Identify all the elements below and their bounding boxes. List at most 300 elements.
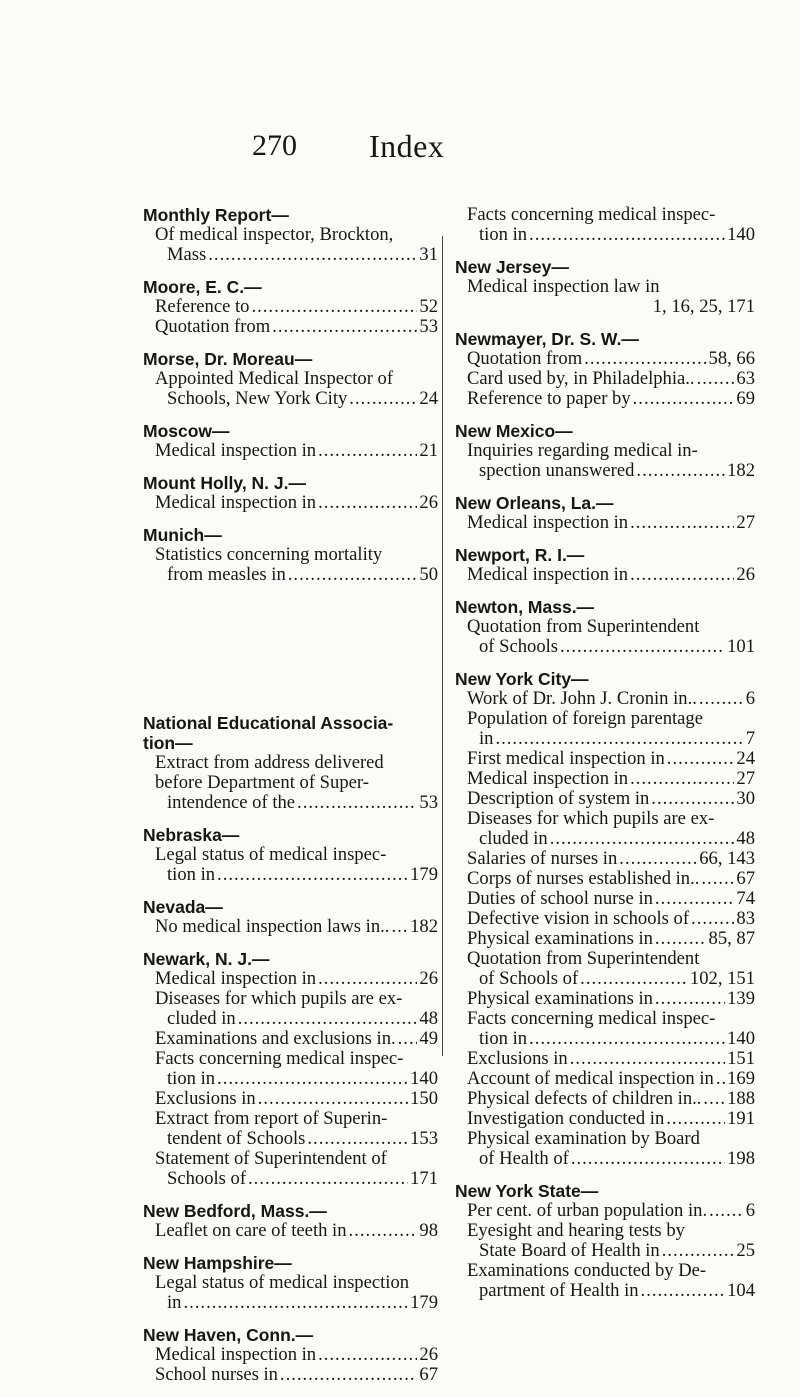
subentry-label: Duties of school nurse in	[467, 888, 653, 909]
entry-heading: New Bedford, Mass.—	[143, 1201, 327, 1221]
entry-heading: New Hampshire—	[143, 1253, 292, 1273]
subentry-reference	[467, 969, 755, 989]
subentry-reference	[155, 865, 438, 885]
page-reference: 67	[419, 1364, 438, 1385]
subentry-reference	[467, 829, 755, 849]
subentry-reference	[467, 1281, 755, 1301]
page-reference: 26	[736, 564, 755, 585]
entry-heading: New York State—	[455, 1181, 599, 1201]
page-reference: 52	[419, 296, 438, 317]
subentry	[455, 1221, 755, 1261]
entry-heading: Morse, Dr. Moreau—	[143, 349, 313, 369]
leader-dots	[703, 1089, 725, 1109]
subentry	[455, 1009, 755, 1049]
leader-dots	[709, 1201, 744, 1221]
subentry-label: of Schools	[479, 636, 559, 657]
subentry-label: School nurses in	[155, 1364, 278, 1385]
leader-dots	[655, 989, 725, 1009]
subentry-reference	[467, 769, 755, 789]
subentry-text: Inquiries regarding medical in-	[467, 440, 698, 461]
leader-dots	[667, 749, 735, 769]
subentry-reference	[467, 1049, 755, 1069]
leader-dots	[655, 929, 707, 949]
page-reference: 102, 151	[689, 968, 755, 989]
entry-heading: Newark, N. J.—	[143, 949, 270, 969]
index-entry	[455, 329, 755, 409]
page-reference: 151	[727, 1048, 755, 1069]
subentry-reference	[467, 1109, 755, 1129]
subentry-reference	[155, 1029, 438, 1049]
subentry-label: Medical inspection in	[155, 492, 317, 513]
index-entry	[143, 1253, 438, 1313]
subentry-label: Schools, New York City	[167, 388, 348, 409]
subentry	[143, 317, 438, 337]
subentry-label: Leaflet on care of teeth in	[155, 1220, 347, 1241]
subentry-label: from measles in	[167, 564, 286, 585]
subentry-text: Facts concerning medical inspec-	[155, 1048, 404, 1069]
subentry	[143, 1089, 438, 1109]
subentry	[143, 969, 438, 989]
page-reference: 53	[419, 792, 438, 813]
page-reference: 31	[419, 244, 438, 265]
subentry	[455, 1089, 755, 1109]
subentry-text: Statistics concerning mortality	[155, 544, 383, 565]
entry-heading: Munich—	[143, 525, 222, 545]
subentry-reference	[155, 917, 438, 937]
subentry-label: Salaries of nurses in	[467, 848, 618, 869]
subentry	[143, 369, 438, 409]
index-entry	[455, 1181, 755, 1301]
subentry-reference	[467, 637, 755, 657]
subentry	[455, 749, 755, 769]
subentry-text: before Department of Super-	[155, 772, 369, 793]
page-reference: 140	[410, 1068, 438, 1089]
subentry-label: Schools of	[167, 1168, 247, 1189]
page-reference: 49	[419, 1028, 438, 1049]
subentry-reference	[467, 729, 755, 749]
subentry-reference	[155, 1345, 438, 1365]
subentry	[455, 565, 755, 585]
subentry	[455, 389, 755, 409]
subentry	[455, 1109, 755, 1129]
subentry-label: intendence of the	[167, 792, 296, 813]
leader-dots	[318, 441, 417, 461]
leader-dots	[636, 461, 725, 481]
subentry-label: Per cent. of urban population in.	[467, 1200, 708, 1221]
leader-dots	[297, 793, 417, 813]
subentry-reference	[467, 1069, 755, 1089]
index-entry	[143, 949, 438, 1189]
subentry	[455, 513, 755, 533]
subentry	[143, 1345, 438, 1365]
subentry-reference	[155, 1169, 438, 1189]
subentry	[455, 1201, 755, 1221]
subentry	[143, 1273, 438, 1313]
page-reference: 24	[419, 388, 438, 409]
index-entry	[455, 257, 755, 317]
leader-dots	[318, 493, 417, 513]
subentry	[455, 789, 755, 809]
entry-heading: Moore, E. C.—	[143, 277, 262, 297]
page-number: 270	[252, 129, 297, 162]
leader-dots	[318, 969, 417, 989]
page-reference: 50	[419, 564, 438, 585]
index-entry	[143, 205, 438, 265]
page-reference: 179	[410, 1292, 438, 1313]
subentry-reference	[155, 1365, 438, 1385]
leader-dots	[584, 349, 706, 369]
subentry-text: Medical inspection law in	[467, 276, 660, 297]
index-entry	[455, 545, 755, 585]
page-reference: 104	[727, 1280, 755, 1301]
subentry-text: Appointed Medical Inspector of	[155, 368, 394, 389]
leader-dots	[571, 1149, 725, 1169]
subentry	[455, 809, 755, 849]
page-reference: 198	[727, 1148, 755, 1169]
page-reference: 140	[727, 1028, 755, 1049]
leader-dots	[641, 1281, 726, 1301]
leader-dots	[272, 317, 417, 337]
subentry-label: Quotation from	[467, 348, 583, 369]
subentry-reference	[155, 493, 438, 513]
index-entry	[143, 1201, 438, 1241]
subentry-text: Population of foreign parentage	[467, 708, 703, 729]
subentry-reference	[467, 989, 755, 1009]
page-reference: 85, 87	[708, 928, 755, 949]
leader-dots	[280, 1365, 417, 1385]
column-divider	[442, 236, 443, 1056]
subentry-reference	[155, 441, 438, 461]
page-reference: 74	[736, 888, 755, 909]
subentry-label: Physical examinations in	[467, 988, 653, 1009]
subentry-text: Legal status of medical inspection	[155, 1272, 410, 1293]
leader-dots	[560, 637, 725, 657]
page-reference: 63	[736, 368, 755, 389]
subentry-label: No medical inspection laws in..	[155, 916, 390, 937]
subentry-reference	[155, 793, 438, 813]
entry-heading: National Educational Associa-	[143, 713, 394, 733]
page-reference: 101	[727, 636, 755, 657]
subentry-reference	[467, 929, 755, 949]
entry-heading: Nevada—	[143, 897, 223, 917]
subentry	[143, 989, 438, 1029]
entry-heading: Newton, Mass.—	[455, 597, 595, 617]
leader-dots	[208, 245, 417, 265]
subentry-text: Physical examination by Board	[467, 1128, 700, 1149]
subentry-text: Diseases for which pupils are ex-	[467, 808, 715, 829]
page-reference: 150	[410, 1088, 438, 1109]
leader-dots	[288, 565, 418, 585]
subentry-reference	[467, 789, 755, 809]
leader-dots	[495, 729, 743, 749]
subentry-label: Card used by, in Philadelphia..	[467, 368, 695, 389]
subentry-label: Corps of nurses established in..	[467, 868, 700, 889]
leader-dots	[655, 889, 734, 909]
page-reference: 182	[410, 916, 438, 937]
subentry	[143, 1049, 438, 1089]
subentry-reference	[467, 869, 755, 889]
leader-dots	[349, 1221, 418, 1241]
leader-dots	[630, 513, 734, 533]
subentry-label: Work of Dr. John J. Cronin in..	[467, 688, 697, 709]
subentry-reference	[155, 1293, 438, 1313]
subentry-label: Description of system in	[467, 788, 650, 809]
page-reference: 26	[419, 1344, 438, 1365]
entry-heading: Newmayer, Dr. S. W.—	[455, 329, 639, 349]
index-entry	[143, 349, 438, 409]
subentry	[455, 277, 755, 317]
subentry	[455, 205, 755, 245]
subentry-text: Statement of Superintendent of	[155, 1148, 387, 1169]
subentry-label: Examinations and exclusions in.	[155, 1028, 396, 1049]
index-column-left	[143, 205, 438, 1397]
subentry-text: Quotation from Superintendent	[467, 948, 700, 969]
page-reference: 6	[745, 1200, 755, 1221]
subentry-label: Quotation from	[155, 316, 271, 337]
leader-dots	[550, 829, 735, 849]
subentry-label: Investigation conducted in	[467, 1108, 665, 1129]
entry-heading: Moscow—	[143, 421, 230, 441]
subentry-text: Extract from address delivered	[155, 752, 384, 773]
entry-heading: New Mexico—	[455, 421, 573, 441]
entry-heading: New Orleans, La.—	[455, 493, 614, 513]
page-reference: 140	[727, 224, 755, 245]
leader-dots	[580, 969, 688, 989]
subentry	[455, 909, 755, 929]
page-reference: 27	[736, 512, 755, 533]
subentry-reference	[155, 297, 438, 317]
page-reference: 171	[410, 1168, 438, 1189]
subentry	[143, 1149, 438, 1189]
subentry-reference	[467, 1241, 755, 1261]
page-header	[0, 128, 800, 168]
leader-dots	[570, 1049, 725, 1069]
page-reference: 69	[736, 388, 755, 409]
subentry-label: Medical inspection in	[155, 1344, 317, 1365]
leader-dots	[666, 1109, 725, 1129]
section-gap	[143, 597, 438, 713]
index-entry	[143, 713, 438, 813]
page-reference: 1, 16, 25, 171	[652, 296, 755, 317]
subentry-reference	[467, 297, 755, 317]
subentry-label: spection unanswered	[479, 460, 635, 481]
leader-dots	[662, 1241, 735, 1261]
subentry-reference	[155, 389, 438, 409]
subentry-reference	[467, 389, 755, 409]
index-entry	[455, 669, 755, 1169]
page-reference: 30	[736, 788, 755, 809]
page-reference: 66, 143	[699, 848, 755, 869]
subentry-label: cluded in	[167, 1008, 236, 1029]
entry-heading: New Jersey—	[455, 257, 569, 277]
subentry-reference	[467, 1089, 755, 1109]
subentry-reference	[467, 1149, 755, 1169]
page-reference: 83	[736, 908, 755, 929]
subentry-label: of Schools of	[479, 968, 579, 989]
index-entry	[143, 897, 438, 937]
page-reference: 7	[745, 728, 755, 749]
entry-heading: New Haven, Conn.—	[143, 1325, 314, 1345]
subentry	[455, 441, 755, 481]
subentry-text: Of medical inspector, Brockton,	[155, 224, 394, 245]
subentry-label: in	[479, 728, 494, 749]
index-entry	[143, 825, 438, 885]
subentry-label: partment of Health in	[479, 1280, 639, 1301]
leader-dots	[307, 1129, 408, 1149]
subentry-reference	[155, 565, 438, 585]
subentry-text: Examinations conducted by De-	[467, 1260, 707, 1281]
subentry	[455, 349, 755, 369]
index-column-right	[455, 205, 755, 1313]
page-reference: 48	[419, 1008, 438, 1029]
index-entry	[455, 421, 755, 481]
subentry	[143, 917, 438, 937]
page-reference: 48	[736, 828, 755, 849]
subentry	[455, 849, 755, 869]
subentry	[455, 1049, 755, 1069]
subentry	[455, 949, 755, 989]
page-reference: 153	[410, 1128, 438, 1149]
page-reference: 25	[736, 1240, 755, 1261]
subentry-label: Physical examinations in	[467, 928, 653, 949]
subentry-reference	[155, 1069, 438, 1089]
page-reference: 179	[410, 864, 438, 885]
subentry-reference	[467, 513, 755, 533]
subentry	[143, 225, 438, 265]
subentry-label: tion in	[479, 1028, 528, 1049]
entry-heading: New York City—	[455, 669, 589, 689]
entry-heading: Mount Holly, N. J.—	[143, 473, 307, 493]
subentry-text: Extract from report of Superin-	[155, 1108, 388, 1129]
subentry	[455, 617, 755, 657]
subentry-reference	[155, 317, 438, 337]
page-reference: 182	[727, 460, 755, 481]
subentry-label: Medical inspection in	[155, 440, 317, 461]
subentry	[143, 845, 438, 885]
subentry-label: Medical inspection in	[467, 768, 629, 789]
subentry-label: State Board of Health in	[479, 1240, 660, 1261]
subentry-label: tion in	[167, 1068, 216, 1089]
index-entry	[455, 205, 755, 245]
leader-dots	[391, 917, 408, 937]
entry-heading-continued: tion—	[143, 733, 193, 753]
subentry-label: Mass	[167, 244, 207, 265]
leader-dots	[699, 689, 744, 709]
leader-dots	[217, 1069, 408, 1089]
page-reference: 188	[727, 1088, 755, 1109]
page-reference: 67	[736, 868, 755, 889]
subentry	[143, 493, 438, 513]
leader-dots	[716, 1069, 725, 1089]
subentry-reference	[155, 245, 438, 265]
leader-dots	[651, 789, 734, 809]
subentry-reference	[155, 1221, 438, 1241]
subentry-reference	[467, 909, 755, 929]
subentry-label: Medical inspection in	[155, 968, 317, 989]
running-title: Index	[369, 128, 445, 164]
subentry-text: Eyesight and hearing tests by	[467, 1220, 685, 1241]
subentry-text: Legal status of medical inspec-	[155, 844, 387, 865]
subentry	[143, 297, 438, 317]
subentry-text: Facts concerning medical inspec-	[467, 1008, 716, 1029]
leader-dots	[697, 369, 735, 389]
leader-dots	[529, 1029, 725, 1049]
subentry	[143, 1109, 438, 1149]
subentry-label: Medical inspection in	[467, 512, 629, 533]
subentry-label: Physical defects of children in..	[467, 1088, 702, 1109]
entry-heading: Newport, R. I.—	[455, 545, 585, 565]
leader-dots	[701, 869, 734, 889]
leader-dots	[217, 865, 408, 885]
leader-dots	[633, 389, 735, 409]
leader-dots	[258, 1089, 408, 1109]
page-reference: 24	[736, 748, 755, 769]
subentry-label: Exclusions in	[155, 1088, 256, 1109]
leader-dots	[248, 1169, 408, 1189]
entry-heading: Nebraska—	[143, 825, 240, 845]
index-entry	[143, 473, 438, 513]
subentry-label: Exclusions in	[467, 1048, 568, 1069]
page-reference: 26	[419, 492, 438, 513]
subentry-reference	[467, 849, 755, 869]
subentry-label: Defective vision in schools of	[467, 908, 690, 929]
subentry	[143, 1029, 438, 1049]
subentry-label: Medical inspection in	[467, 564, 629, 585]
subentry	[143, 753, 438, 813]
subentry-text: Facts concerning medical inspec-	[467, 204, 716, 225]
page-reference: 191	[727, 1108, 755, 1129]
index-entry	[455, 493, 755, 533]
subentry-reference	[467, 1201, 755, 1221]
leader-dots	[349, 389, 417, 409]
subentry	[455, 989, 755, 1009]
page-reference: 169	[727, 1068, 755, 1089]
subentry-label: tendent of Schools	[167, 1128, 306, 1149]
subentry-text: Quotation from Superintendent	[467, 616, 700, 637]
subentry-reference	[155, 1129, 438, 1149]
subentry-label: Account of medical inspection in	[467, 1068, 714, 1089]
subentry-reference	[155, 1089, 438, 1109]
leader-dots	[238, 1009, 418, 1029]
leader-dots	[630, 769, 734, 789]
page-reference: 26	[419, 968, 438, 989]
leader-dots	[619, 849, 697, 869]
subentry	[455, 709, 755, 749]
page-reference: 139	[727, 988, 755, 1009]
leader-dots	[529, 225, 725, 245]
subentry-reference	[467, 369, 755, 389]
subentry	[143, 1221, 438, 1241]
entry-heading: Monthly Report—	[143, 205, 289, 225]
subentry-reference	[155, 1009, 438, 1029]
subentry-reference	[467, 1029, 755, 1049]
page-reference: 53	[419, 316, 438, 337]
subentry-reference	[467, 689, 755, 709]
subentry-label: Reference to	[155, 296, 250, 317]
subentry	[143, 545, 438, 585]
subentry	[143, 1365, 438, 1385]
subentry-text: Diseases for which pupils are ex-	[155, 988, 403, 1009]
subentry-label: Reference to paper by	[467, 388, 631, 409]
subentry-reference	[467, 889, 755, 909]
subentry-reference	[467, 565, 755, 585]
index-entry	[143, 1325, 438, 1385]
subentry-reference	[467, 349, 755, 369]
leader-dots	[398, 1029, 418, 1049]
index-entry	[143, 525, 438, 585]
leader-dots	[251, 297, 417, 317]
page-reference: 21	[419, 440, 438, 461]
